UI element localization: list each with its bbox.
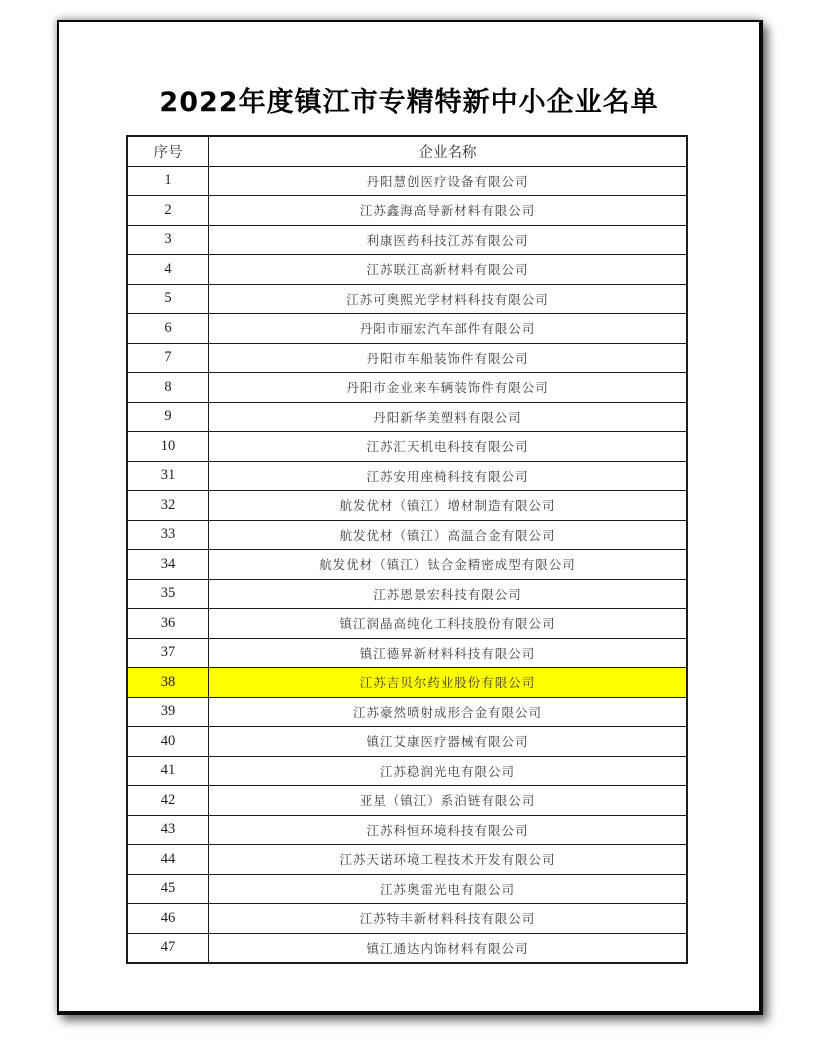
table-row xyxy=(127,166,687,196)
table-row xyxy=(127,727,687,757)
table-row xyxy=(127,550,687,580)
table-header-row xyxy=(127,136,687,166)
row-number-cell: 45 xyxy=(127,874,209,904)
row-number-cell: 47 xyxy=(127,933,209,963)
company-name-cell: 江苏安用座椅科技有限公司 xyxy=(209,461,688,491)
column-header-no: 序号 xyxy=(127,136,209,166)
company-name-cell: 江苏恩景宏科技有限公司 xyxy=(209,579,688,609)
company-name-cell: 航发优材（镇江）钛合金精密成型有限公司 xyxy=(209,550,688,580)
table-row xyxy=(127,874,687,904)
table-row xyxy=(127,845,687,875)
table-row xyxy=(127,756,687,786)
company-name-cell: 江苏汇天机电科技有限公司 xyxy=(209,432,688,462)
company-name-cell: 丹阳市车船装饰件有限公司 xyxy=(209,343,688,373)
row-number-cell: 39 xyxy=(127,697,209,727)
table-row xyxy=(127,579,687,609)
table-row xyxy=(127,432,687,462)
row-number-cell: 2 xyxy=(127,196,209,226)
row-number-cell: 41 xyxy=(127,756,209,786)
row-number-cell: 43 xyxy=(127,815,209,845)
table-row xyxy=(127,255,687,285)
row-number-cell: 36 xyxy=(127,609,209,639)
row-number-cell: 46 xyxy=(127,904,209,934)
table-row xyxy=(127,609,687,639)
table-row xyxy=(127,402,687,432)
table-row xyxy=(127,284,687,314)
company-name-cell: 江苏特丰新材料科技有限公司 xyxy=(209,904,688,934)
company-name-cell: 航发优材（镇江）增材制造有限公司 xyxy=(209,491,688,521)
company-name-cell: 江苏奥雷光电有限公司 xyxy=(209,874,688,904)
company-name-cell: 丹阳新华美塑料有限公司 xyxy=(209,402,688,432)
company-name-cell: 镇江润晶高纯化工科技股份有限公司 xyxy=(209,609,688,639)
row-number-cell: 32 xyxy=(127,491,209,521)
page-title: 2022年度镇江市专精特新中小企业名单 xyxy=(159,87,659,118)
company-name-cell: 亚星（镇江）系泊链有限公司 xyxy=(209,786,688,816)
row-number-cell: 38 xyxy=(127,668,209,698)
row-number-cell: 37 xyxy=(127,638,209,668)
row-number-cell: 31 xyxy=(127,461,209,491)
company-name-cell: 江苏鑫海高导新材料有限公司 xyxy=(209,196,688,226)
row-number-cell: 4 xyxy=(127,255,209,285)
table-row-highlighted xyxy=(127,668,687,698)
table-row xyxy=(127,815,687,845)
row-number-cell: 1 xyxy=(127,166,209,196)
company-name-cell: 江苏吉贝尔药业股份有限公司 xyxy=(209,668,688,698)
table-row xyxy=(127,933,687,963)
company-name-cell: 镇江通达内饰材料有限公司 xyxy=(209,933,688,963)
table-row xyxy=(127,491,687,521)
table-row xyxy=(127,196,687,226)
row-number-cell: 44 xyxy=(127,845,209,875)
company-name-cell: 江苏天诺环境工程技术开发有限公司 xyxy=(209,845,688,875)
company-name-cell: 江苏稳润光电有限公司 xyxy=(209,756,688,786)
company-name-cell: 江苏联江高新材料有限公司 xyxy=(209,255,688,285)
row-number-cell: 34 xyxy=(127,550,209,580)
table-row xyxy=(127,225,687,255)
row-number-cell: 10 xyxy=(127,432,209,462)
table-body xyxy=(127,166,687,963)
table-row xyxy=(127,638,687,668)
row-number-cell: 6 xyxy=(127,314,209,344)
row-number-cell: 8 xyxy=(127,373,209,403)
table-row xyxy=(127,786,687,816)
company-table xyxy=(126,135,688,964)
row-number-cell: 42 xyxy=(127,786,209,816)
row-number-cell: 9 xyxy=(127,402,209,432)
table-row xyxy=(127,343,687,373)
company-name-cell: 航发优材（镇江）高温合金有限公司 xyxy=(209,520,688,550)
document-page xyxy=(57,20,763,1015)
table-header xyxy=(127,136,687,166)
company-name-cell: 江苏科恒环境科技有限公司 xyxy=(209,815,688,845)
row-number-cell: 7 xyxy=(127,343,209,373)
row-number-cell: 3 xyxy=(127,225,209,255)
company-name-cell: 江苏可奥熙光学材料科技有限公司 xyxy=(209,284,688,314)
row-number-cell: 33 xyxy=(127,520,209,550)
company-name-cell: 利康医药科技江苏有限公司 xyxy=(209,225,688,255)
company-name-cell: 镇江艾康医疗器械有限公司 xyxy=(209,727,688,757)
table-row xyxy=(127,461,687,491)
company-name-cell: 丹阳市丽宏汽车部件有限公司 xyxy=(209,314,688,344)
company-name-cell: 江苏豪然喷射成形合金有限公司 xyxy=(209,697,688,727)
company-name-cell: 丹阳市金业来车辆装饰件有限公司 xyxy=(209,373,688,403)
row-number-cell: 40 xyxy=(127,727,209,757)
column-header-name: 企业名称 xyxy=(209,136,688,166)
company-name-cell: 镇江德昇新材料科技有限公司 xyxy=(209,638,688,668)
table-row xyxy=(127,904,687,934)
row-number-cell: 35 xyxy=(127,579,209,609)
table-row xyxy=(127,314,687,344)
company-name-cell: 丹阳慧创医疗设备有限公司 xyxy=(209,166,688,196)
table-row xyxy=(127,697,687,727)
row-number-cell: 5 xyxy=(127,284,209,314)
table-row xyxy=(127,520,687,550)
table-row xyxy=(127,373,687,403)
